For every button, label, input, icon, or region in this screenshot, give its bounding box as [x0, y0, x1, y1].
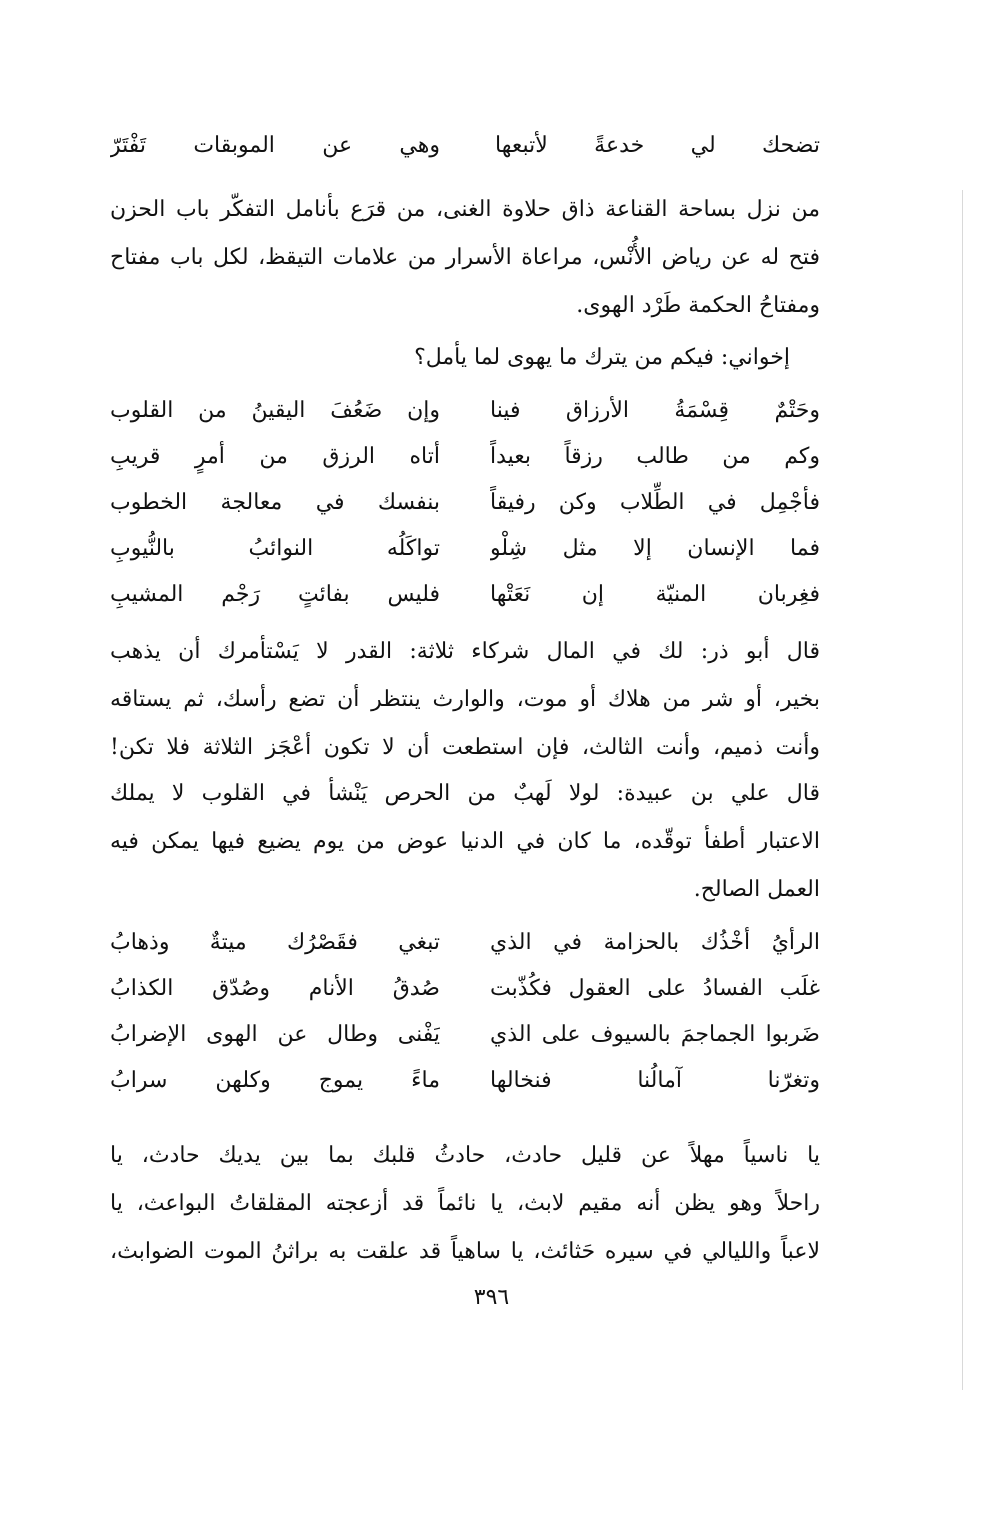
paragraph-4: [110, 770, 820, 914]
verse-first-hemistich: فأجْمِل في الطِّلاب وكن رفيقاً: [490, 490, 820, 515]
paragraph-line: لاعباً والليالي في سيره حَثائث، يا ساهياً قد علقت به براثنُ الموت الضوابث،: [110, 1239, 820, 1264]
paragraph-line: وأنت ذميم، وأنت الثالث، فإن استطعت أن لا تكون أعْجَز الثلاثة فلا تكن!: [110, 735, 820, 760]
verse-second-hemistich: فليس بفائتٍ رَجْم المشيبِ: [110, 582, 440, 607]
verse-second-hemistich: أتاه الرزق من أمرٍ قريبِ: [110, 444, 440, 469]
paragraph-line: قال أبو ذر: لك في المال شركاء ثلاثة: القدر لا يَسْتأمرك أن يذهب: [110, 639, 820, 664]
verse-row: [110, 966, 820, 1012]
verse-second-hemistich: وهي عن الموبقات تَفْتَرّ: [110, 133, 440, 158]
opening-verse: [110, 122, 820, 170]
verse-first-hemistich: وكم من طالب رزقاً بعيداً: [490, 444, 820, 469]
paragraph-line: إخواني: فيكم من يترك ما يهوى لما يأمل؟: [414, 345, 790, 370]
verse-row: [110, 122, 820, 170]
verse-first-hemistich: تضحك لي خدعةً لأتبعها: [495, 133, 820, 158]
verse-first-hemistich: غلَب الفسادُ على العقول فكُذّبت: [490, 976, 820, 1001]
poem-1: [110, 388, 820, 618]
verse-first-hemistich: الرأيُ أخْذُك بالحزامة في الذي: [490, 930, 820, 955]
paragraph-line: بخير، أو شر من هلاك أو موت، والوارث ينتظر أن تضع رأسك، ثم يستاقه: [110, 687, 820, 712]
paragraph-line: فتح له عن رياض الأُنْس، مراعاة الأسرار من علامات التيقظ، لكل باب مفتاح: [110, 245, 820, 270]
verse-second-hemistich: وإن ضَعُفَ اليقينُ من القلوب: [110, 398, 440, 423]
paragraph-1: [110, 186, 820, 330]
verse-row: [110, 388, 820, 434]
verse-row: [110, 480, 820, 526]
verse-row: [110, 434, 820, 480]
paragraph-line: من نزل بساحة القناعة ذاق حلاوة الغنى، من قرَع بأنامل التفكّر باب الحزن: [110, 197, 820, 222]
paragraph-5: [110, 1132, 820, 1276]
verse-second-hemistich: صُدقُ الأنام وصُدّق الكذابُ: [110, 976, 440, 1001]
verse-second-hemistich: تواكَلُه النوائبُ بالنُّيوبِ: [110, 536, 440, 561]
poem-2: [110, 920, 820, 1104]
verse-row: [110, 1012, 820, 1058]
verse-second-hemistich: تبغي فقَصْرُك ميتةٌ وذهابُ: [110, 930, 440, 955]
verse-second-hemistich: يَفْنى وطال عن الهوى الإضرابُ: [110, 1022, 440, 1047]
paragraph-line: يا ناسياً مهلاً عن قليل حادث، حادثُ قلبك بما بين يديك حادث، يا: [110, 1143, 820, 1168]
paragraph-line: قال علي بن عبيدة: لولا لَهبٌ من الحرص يَنْشأ في القلوب لا يملك: [110, 781, 820, 806]
paragraph-line: العمل الصالح.: [693, 877, 820, 902]
paragraph-3: [110, 628, 820, 772]
scan-edge-line: [962, 190, 963, 1390]
verse-row: [110, 572, 820, 618]
verse-first-hemistich: فما الإنسان إلا مثل شِلْو: [490, 536, 820, 561]
verse-second-hemistich: ماءً يموج وكلهن سرابُ: [110, 1068, 440, 1093]
verse-first-hemistich: ضَربوا الجماجمَ بالسيوف على الذي: [490, 1022, 820, 1047]
verse-row: [110, 920, 820, 966]
verse-first-hemistich: فغِربان المنيّة إن نَعَتْها: [490, 582, 820, 607]
paragraph-line: ومفتاحُ الحكمة طَرْد الهوى.: [576, 293, 820, 318]
paragraph-line: راحلاً وهو يظن أنه مقيم لابث، يا نائماً قد أزعجته المقلقاتُ البواعث، يا: [110, 1191, 820, 1216]
paragraph-line: الاعتبار أطفأ توقّده، ما كان في الدنيا عوض من يوم يضيع فيها يمكن فيه: [110, 829, 820, 854]
verse-row: [110, 1058, 820, 1104]
verse-first-hemistich: وتغرّنا آمالُنا فنخالها: [490, 1068, 820, 1093]
paragraph-2: [110, 334, 820, 382]
verse-row: [110, 526, 820, 572]
verse-first-hemistich: وحَتْمٌ قِسْمَةُ الأرزاق فينا: [490, 398, 820, 423]
verse-second-hemistich: بنفسك في معالجة الخطوب: [110, 490, 440, 515]
page-number: ٣٩٦: [473, 1285, 510, 1310]
